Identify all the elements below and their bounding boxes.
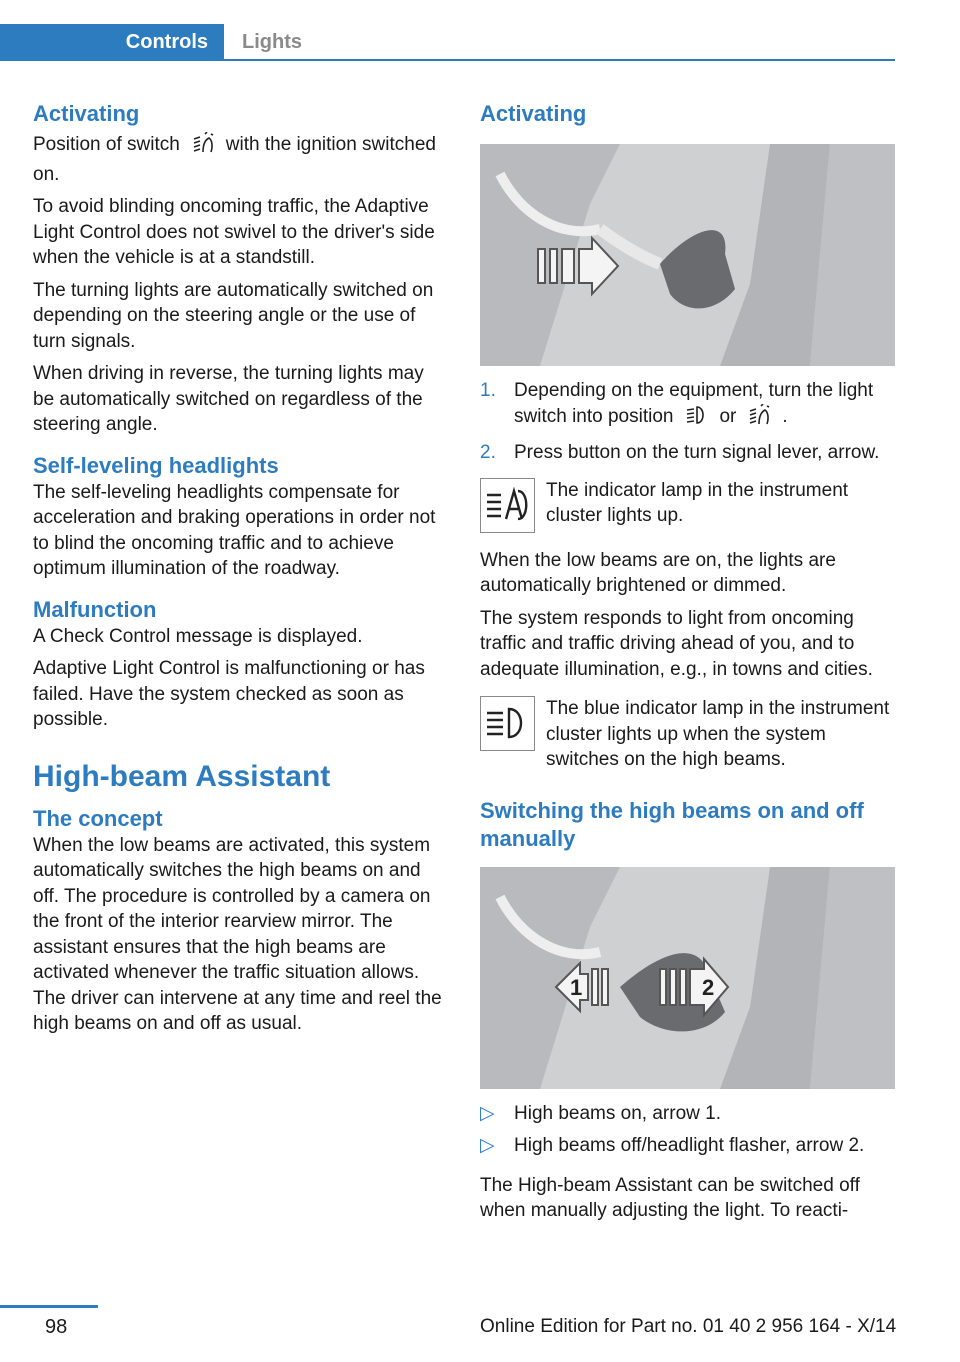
self-leveling-heading: Self-leveling headlights <box>33 452 279 478</box>
section-tab-controls: Controls <box>0 24 224 61</box>
switch-off-paragraph: The High-beam Assistant can be switched off when manually adjusting the light. To reacti- <box>480 1174 860 1221</box>
arrow-2-label: 2 <box>702 974 715 1000</box>
page-number: 98 <box>45 1316 68 1338</box>
left-column <box>33 100 449 1037</box>
blue-indicator-note: The blue indicator lamp in the instrument cluster lights up when the system switches on the high beams. <box>480 696 895 773</box>
activating-paragraph-1: Position of switch with the ignition switched on. <box>33 134 436 185</box>
malfunction-heading: Malfunction <box>33 596 157 622</box>
activating-paragraph-3: The turning lights are automatically switched on depending on the steering angle or the use of turn signals. <box>33 279 434 352</box>
page-header <box>0 24 895 61</box>
section-tab-lights: Lights <box>242 31 302 53</box>
step-1: 1. Depending on the equipment, turn the light switch into position or . <box>480 378 895 433</box>
arrow-1-label: 1 <box>570 974 583 1000</box>
malfunction-paragraph-1: A Check Control message is displayed. <box>33 625 363 647</box>
footer-rule <box>0 1305 98 1308</box>
bullet-high-beams-on: ▷ High beams on, arrow 1. <box>480 1102 721 1124</box>
system-response-paragraph: The system responds to light from oncoming traffic and traffic driving ahead of you, and to adequate illumination, e.g., in towns and cities. <box>480 607 873 680</box>
right-column <box>480 100 895 1224</box>
auto-light-switch-icon <box>192 132 214 162</box>
high-beam-indicator-icon <box>480 696 535 751</box>
activation-steps <box>480 378 895 466</box>
concept-heading: The concept <box>33 805 163 831</box>
lever-illustration-2 <box>480 867 895 1089</box>
edition-text: Online Edition for Part no. 01 40 2 956 164 - X/14 <box>480 1316 897 1337</box>
header-rule <box>0 59 895 61</box>
high-beams-lever-figure <box>480 867 895 1089</box>
high-beam-assistant-indicator-icon <box>480 478 535 533</box>
activating-paragraph-4: When driving in reverse, the turning lights may be automatically switched on regardless of the steering angle. <box>33 363 424 435</box>
activating-paragraph-2: To avoid blinding oncoming traffic, the Adaptive Light Control does not swivel to the driver's side when the vehicle is at a standstill. <box>33 196 435 268</box>
manual-high-beams-heading: Switching the high beams on and off manually <box>480 797 864 851</box>
lever-illustration <box>480 144 895 366</box>
step-2: 2. Press button on the turn signal lever, arrow. <box>480 442 880 463</box>
manual-bullets <box>480 1101 895 1159</box>
malfunction-paragraph-2: Adaptive Light Control is malfunctioning or has failed. Have the system checked as soon as possible. <box>33 658 425 730</box>
low-beam-icon <box>685 404 707 434</box>
activating-heading-right: Activating <box>480 101 587 126</box>
high-beam-assistant-heading: High-beam Assistant <box>33 759 331 793</box>
indicator-note: The indicator lamp in the instrument cluster lights up. <box>480 478 895 534</box>
self-leveling-paragraph: The self-leveling headlights compensate for acceleration and braking operations in order not to blind the oncoming traffic and to achieve optimum illumination of the roadway. <box>33 481 436 579</box>
bullet-high-beams-off: ▷ High beams off/headlight flasher, arrow 2. <box>480 1135 865 1156</box>
auto-light-switch-icon <box>748 404 770 434</box>
turn-signal-lever-figure <box>480 144 895 366</box>
activating-heading: Activating <box>33 101 140 126</box>
concept-paragraph: When the low beams are activated, this system automatically switches the high beams on and off. The procedure is controlled by a camera on the front of the interior rearview mirror. The assistant ensures that the high beams are activated whenever the traffic situation allows. The driver can intervene at any time and reel the high beams on and off as usual. <box>33 834 442 1034</box>
low-beam-paragraph: When the low beams are on, the lights are automatically brightened or dimmed. <box>480 549 836 596</box>
